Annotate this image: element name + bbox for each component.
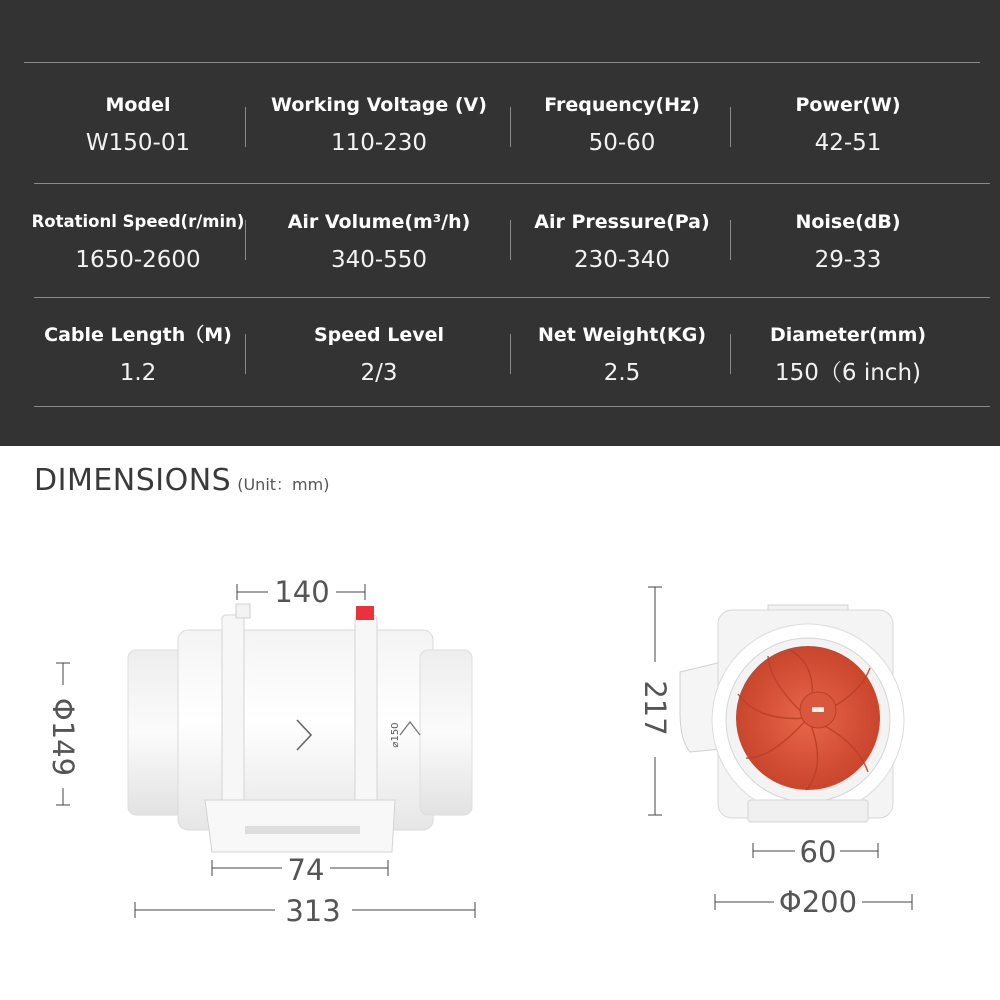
dim-label-200: Φ200 (778, 885, 858, 919)
divider-top (24, 62, 980, 63)
dimension-height-side (46, 663, 80, 805)
spec-label: Air Volume(m³/h) (287, 211, 471, 233)
spec-value: 150（6 inch) (774, 360, 921, 386)
spec-diameter (738, 323, 958, 387)
side-view-fan (128, 604, 472, 852)
spec-label: Frequency(Hz) (544, 94, 700, 116)
spec-air-pressure (512, 210, 732, 274)
dim-label-60: 60 (799, 835, 837, 869)
clip-red (356, 606, 374, 620)
front-view-fan (680, 605, 904, 822)
spec-frequency (512, 93, 732, 157)
spec-speed-level (258, 323, 500, 387)
dimension-front-diameter (715, 885, 912, 919)
dimension-front-width (753, 835, 878, 869)
dimensions-unit: (Unit：mm) (237, 475, 330, 494)
spec-air-volume (258, 210, 500, 274)
diameter-marking: ⌀150 (390, 722, 401, 748)
dim-label-74: 74 (287, 853, 325, 887)
dim-label-217: 217 (638, 680, 672, 736)
spec-label: Cable Length（M) (44, 324, 232, 346)
col-separator (510, 220, 511, 260)
spec-value: 50-60 (588, 130, 656, 156)
spec-net-weight (512, 323, 732, 387)
spec-label: Model (105, 94, 171, 116)
dimension-drawing (0, 520, 1000, 1000)
dimensions-heading (34, 463, 329, 498)
dim-label-149: Φ149 (46, 697, 80, 777)
dimension-top-width (237, 575, 365, 609)
spec-working-voltage (258, 93, 500, 157)
spec-label: Working Voltage (V) (271, 94, 487, 116)
spec-label: Speed Level (313, 324, 445, 346)
spec-value: 42-51 (814, 130, 882, 156)
spec-cable-length (28, 323, 248, 387)
spec-value: 230-340 (573, 247, 671, 273)
spec-noise (738, 210, 958, 274)
dimension-base-width (212, 853, 388, 887)
divider-bottom (34, 406, 990, 407)
spec-value: 2.5 (603, 360, 641, 386)
spec-label: Net Weight(KG) (537, 324, 707, 346)
spec-value: 340-550 (330, 247, 428, 273)
spec-label: Noise(dB) (795, 211, 901, 233)
dimensions-title: DIMENSIONS (34, 463, 232, 498)
dimension-height-front (638, 587, 672, 815)
dim-label-313: 313 (285, 894, 341, 928)
dim-label-140: 140 (274, 575, 330, 609)
divider-row1 (34, 183, 990, 184)
spec-label: Power(W) (795, 94, 901, 116)
dimension-total-length (135, 894, 475, 928)
spec-label: Rotationl Speed(r/min) (31, 212, 245, 231)
spec-value: W150-01 (85, 130, 191, 156)
spec-panel (0, 0, 1000, 446)
spec-value: 1.2 (119, 360, 157, 386)
spec-value: 2/3 (360, 360, 398, 386)
spec-value: 1650-2600 (75, 247, 201, 273)
spec-value: 110-230 (330, 130, 428, 156)
divider-row2 (34, 297, 990, 298)
col-separator (510, 334, 511, 374)
spec-rotation-speed (24, 210, 252, 274)
spec-power (738, 93, 958, 157)
col-separator (510, 107, 511, 147)
spec-model (28, 93, 248, 157)
spec-value: 29-33 (814, 247, 882, 273)
spec-label: Diameter(mm) (769, 324, 927, 346)
spec-label: Air Pressure(Pa) (534, 211, 710, 233)
